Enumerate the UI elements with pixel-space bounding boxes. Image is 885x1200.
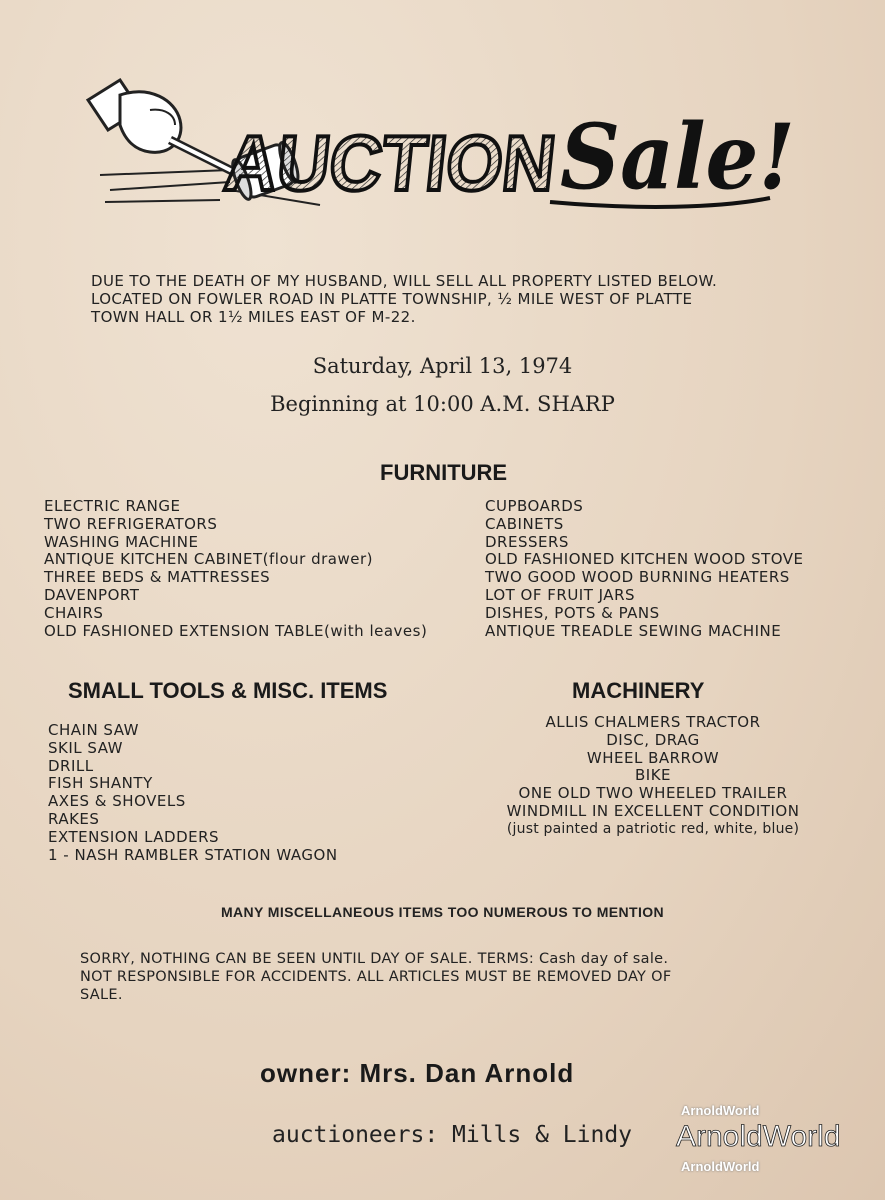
furniture-list-left <box>44 498 427 640</box>
list-item: DAVENPORT <box>44 585 140 604</box>
list-item: TWO REFRIGERATORS <box>44 514 218 533</box>
list-item: DRILL <box>48 756 94 775</box>
intro-line: TOWN HALL OR 1½ MILES EAST OF M-22. <box>91 308 416 326</box>
list-item: DISC, DRAG <box>606 730 700 749</box>
furniture-list-right <box>485 498 804 640</box>
list-item: LOT OF FRUIT JARS <box>485 585 636 604</box>
list-item: BIKE <box>634 766 672 785</box>
gavel-hand-illustration <box>80 70 810 230</box>
sale-start-time: Beginning at 10:00 A.M. SHARP <box>270 392 615 416</box>
misc-items-line: MANY MISCELLANEOUS ITEMS TOO NUMEROUS TO MENTION <box>220 904 665 920</box>
list-item: ANTIQUE KITCHEN CABINET(flour drawer) <box>44 550 373 569</box>
machinery-list <box>480 714 826 839</box>
auction-sale-banner <box>80 70 810 230</box>
list-item: EXTENSION LADDERS <box>48 827 220 846</box>
watermark-logo: ArnoldWorld <box>676 1120 841 1153</box>
list-item: CHAIN SAW <box>48 721 139 739</box>
list-item: RAKES <box>48 809 100 828</box>
list-item: WHEEL BARROW <box>586 748 720 767</box>
intro-line: DUE TO THE DEATH OF MY HUSBAND, WILL SELL ALL PROPERTY LISTED BELOW. <box>91 272 718 290</box>
list-item: ALLIS CHALMERS TRACTOR <box>545 713 761 731</box>
watermark-small-top: ArnoldWorld <box>681 1103 760 1118</box>
list-item: DRESSERS <box>485 532 569 551</box>
list-item: WINDMILL IN EXCELLENT CONDITION <box>506 801 800 820</box>
list-item: ELECTRIC RANGE <box>44 497 181 515</box>
list-item: ONE OLD TWO WHEELED TRAILER <box>518 784 788 803</box>
machinery-heading: MACHINERY <box>572 678 705 703</box>
list-item: CABINETS <box>485 514 564 533</box>
terms-paragraph <box>80 950 820 1004</box>
list-item: FISH SHANTY <box>48 774 153 793</box>
list-item: THREE BEDS & MATTRESSES <box>44 568 271 587</box>
auctioneers-line: auctioneers: Mills & Lindy <box>272 1122 633 1148</box>
sale-word: Sale! <box>560 104 795 210</box>
list-item: ANTIQUE TREADLE SEWING MACHINE <box>485 621 782 640</box>
terms-line: SALE. <box>80 987 123 1003</box>
list-item: CUPBOARDS <box>485 497 584 515</box>
terms-line: NOT RESPONSIBLE FOR ACCIDENTS. ALL ARTICLES MUST BE REMOVED DAY OF <box>80 969 672 985</box>
intro-paragraph <box>91 272 831 326</box>
furniture-heading: FURNITURE <box>380 460 508 485</box>
list-item: TWO GOOD WOOD BURNING HEATERS <box>485 568 790 587</box>
list-item: DISHES, POTS & PANS <box>485 603 660 622</box>
list-item: OLD FASHIONED EXTENSION TABLE(with leaves) <box>44 621 428 640</box>
list-item: 1 - NASH RAMBLER STATION WAGON <box>48 845 338 864</box>
list-item: SKIL SAW <box>48 738 123 757</box>
tools-list <box>48 722 338 864</box>
owner-line: owner: Mrs. Dan Arnold <box>260 1058 575 1088</box>
list-item: WASHING MACHINE <box>44 532 199 551</box>
sale-date: Saturday, April 13, 1974 <box>312 354 573 378</box>
windmill-note: (just painted a patriotic red, white, blue) <box>506 820 800 837</box>
list-item: AXES & SHOVELS <box>48 792 186 811</box>
intro-line: LOCATED ON FOWLER ROAD IN PLATTE TOWNSHIP, ½ MILE WEST OF PLATTE <box>91 290 693 308</box>
list-item: CHAIRS <box>44 603 104 622</box>
terms-line: SORRY, NOTHING CAN BE SEEN UNTIL DAY OF SALE. TERMS: Cash day of sale. <box>80 951 669 967</box>
watermark-small-bottom: ArnoldWorld <box>681 1159 760 1174</box>
tools-heading: SMALL TOOLS & MISC. ITEMS <box>68 678 388 703</box>
list-item: OLD FASHIONED KITCHEN WOOD STOVE <box>485 550 804 569</box>
auction-word: AUCTION <box>220 119 586 207</box>
